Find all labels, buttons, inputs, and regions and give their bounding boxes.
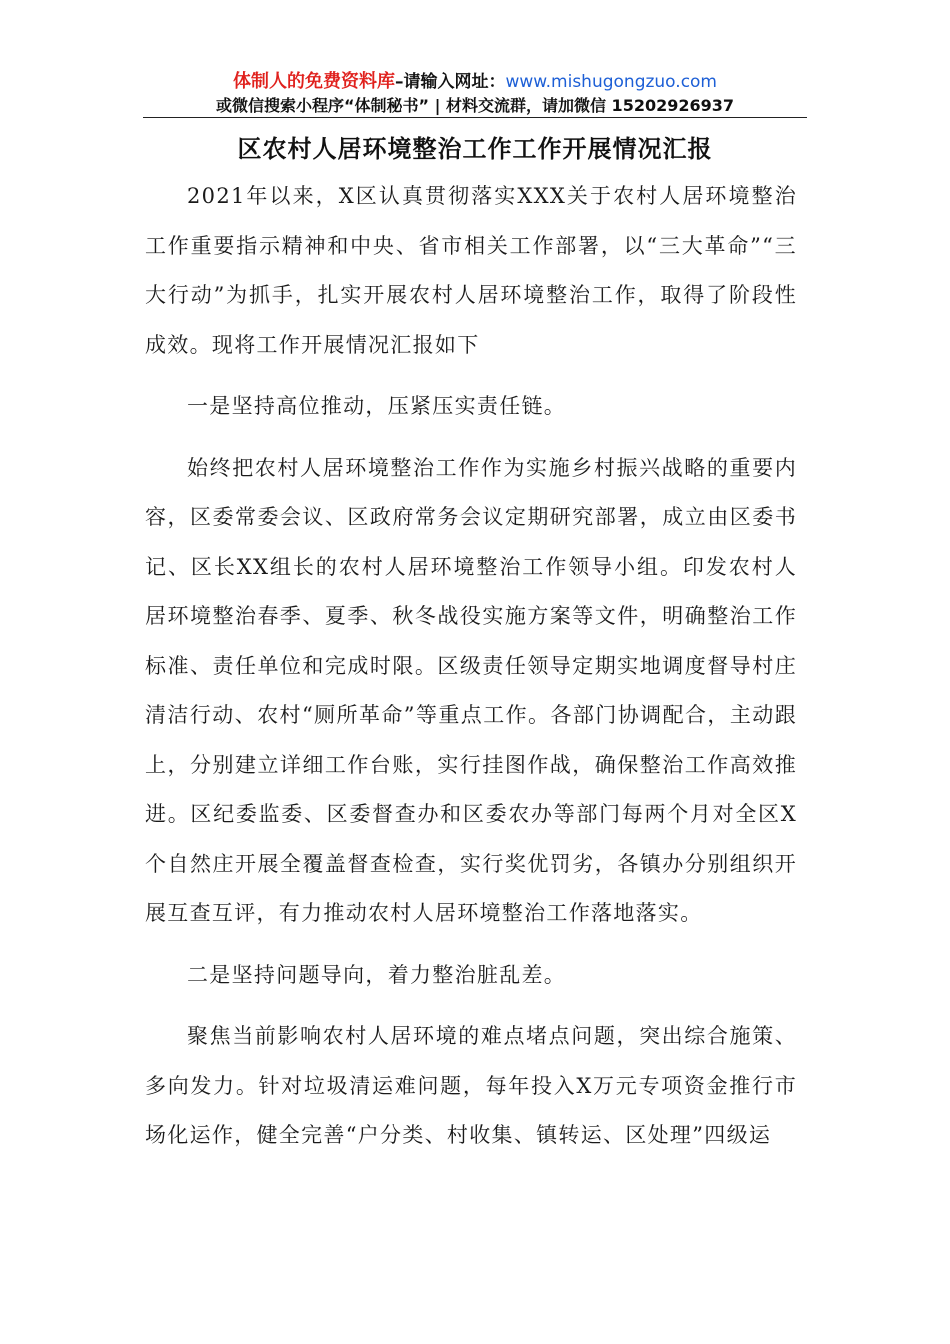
section-heading-1: 一是坚持高位推动，压紧压实责任链。 [187, 394, 567, 418]
section-heading-2: 二是坚持问题导向，着力整治脏乱差。 [187, 962, 567, 987]
paragraph-intro: 2021年以来，X区认真贯彻落实XXX关于农村人居环境整治工作重要指示精神和中央、省市相关工作部署，以“三大革命”“三大行动”为抓手，扎实开展农村人居环境整治工作，取得了阶段性成效。现将工作开展情况汇报如下 [145, 184, 797, 357]
paragraph-section-1: 始终把农村人居环境整治工作作为实施乡村振兴战略的重要内容，区委常委会议、区政府常务会议定期研究部署，成立由区委书记、区长XX组长的农村人居环境整治工作领导小组。印发农村人居环境整治春季、夏季、秋冬战役实施方案等文件，明确整治工作标准、责任单位和完成时限。区级责任领导定期实地调度督导村庄清洁行动、农村“厕所革命”等重点工作。各部门协调配合，主动跟上，分别建立详细工作台账，实行挂图作战，确保整治工作高效推进。区纪委监委、区委督查办和区委农办等部门每两个月对全区X个自然庄开展全覆盖督查检查，实行奖优罚劣，各镇办分别组织开展互查互评，有力推动农村人居环境整治工作落地落实。 [145, 455, 797, 925]
header-contact-line: 或微信搜索小程序“体制秘书” | 材料交流群，请加微信 15202926937 [215, 96, 735, 115]
header-divider [143, 117, 807, 118]
document-body [145, 160, 797, 1161]
url-prompt: –请输入网址： [394, 72, 506, 92]
site-url-link[interactable]: www.mishugongzuo.com [505, 72, 717, 92]
brand-name: 体制人的免费资料库 [232, 71, 395, 92]
paragraph-section-2: 聚焦当前影响农村人居环境的难点堵点问题，突出综合施策、多向发力。针对垃圾清运难问题，每年投入X万元专项资金推行市场化运作，健全完善“户分类、村收集、镇转运、区处理”四级运 [145, 1024, 797, 1147]
site-header [0, 70, 950, 118]
document-title: 区农村人居环境整治工作工作开展情况汇报 [237, 134, 713, 163]
header-banner-line [0, 70, 950, 94]
